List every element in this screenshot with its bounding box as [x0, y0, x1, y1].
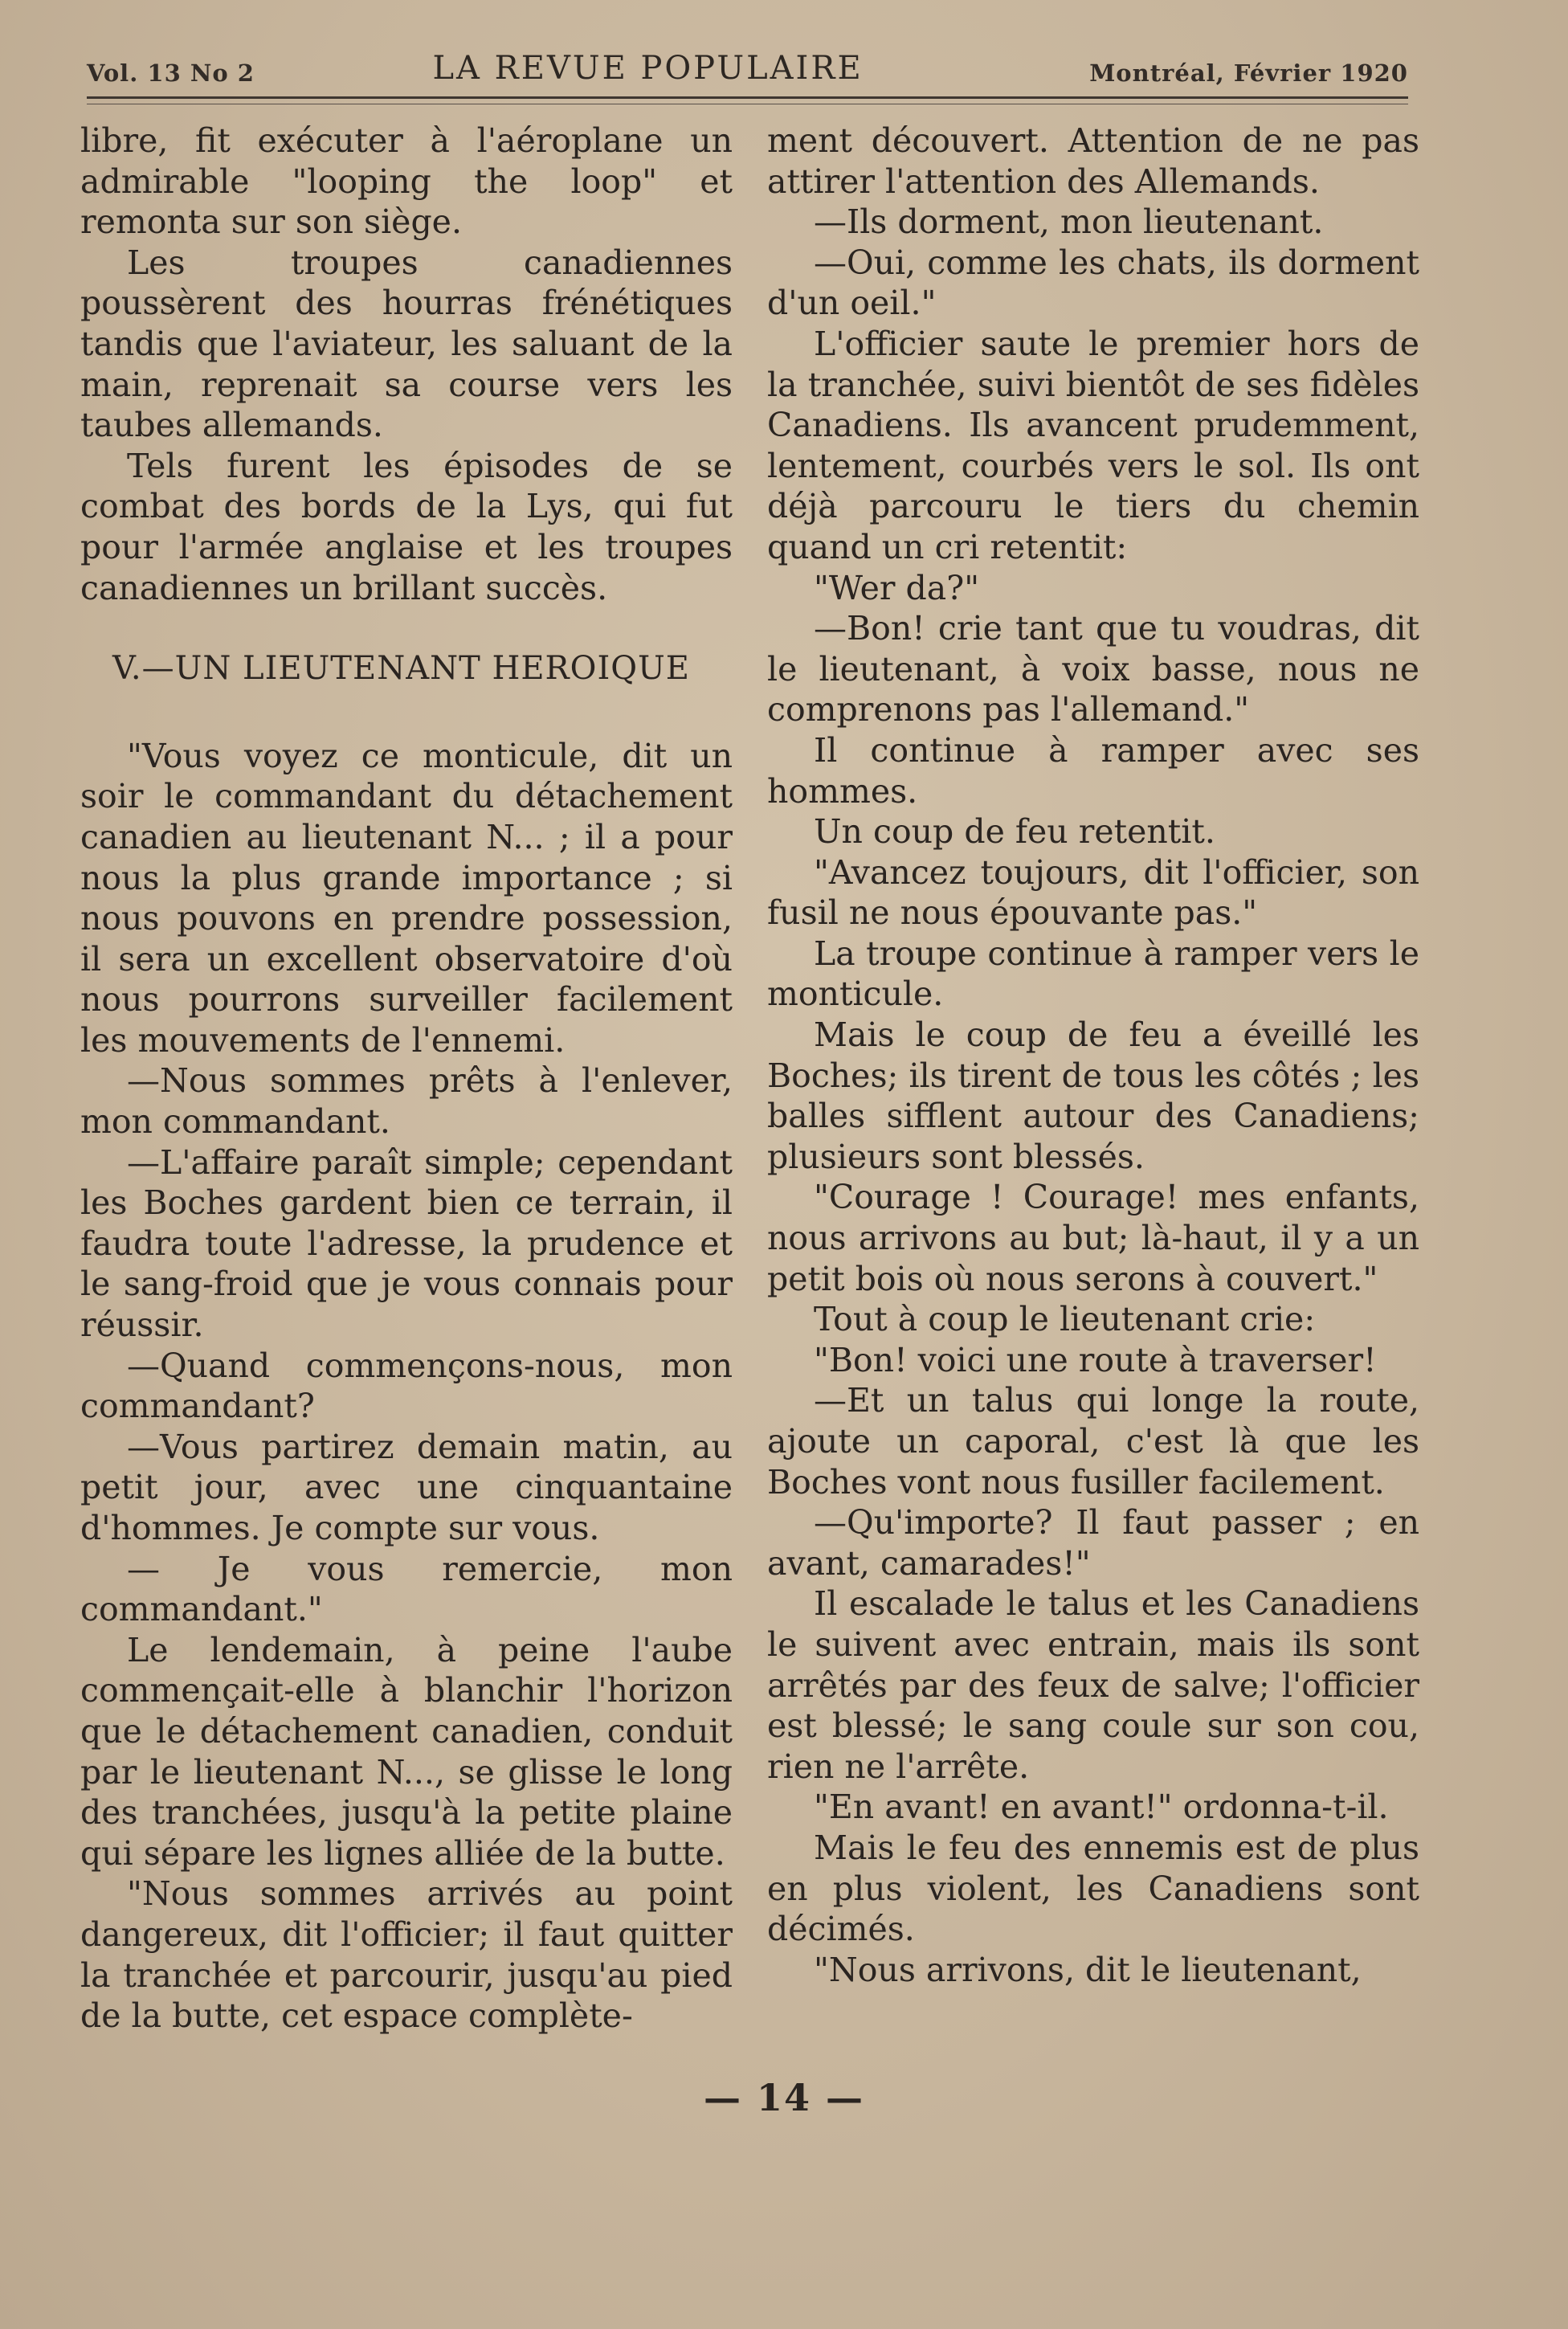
paragraph: "Vous voyez ce monticule, dit un soir le commandant du détachement canadien au lieutenant N... ; il a pour nous la plus grande importance ; si nous pouvons en prendre possession, il sera un excellent observatoire d'où nous pourrons surveiller facilement les mouvements de l'ennemi.	[80, 736, 733, 1060]
paragraph: —Qu'importe? Il faut passer ; en avant, camarades!"	[767, 1503, 1419, 1583]
paragraph: —Ils dorment, mon lieutenant.	[814, 202, 1324, 242]
paragraph: "Courage ! Courage! mes enfants, nous arrivons au but; là-haut, il y a un petit bois où nous serons à couvert."	[767, 1178, 1419, 1298]
paragraph: "Bon! voici une route à traverser!	[814, 1340, 1377, 1379]
paragraph: "Nous sommes arrivés au point dangereux, dit l'officier; il faut quitter la tranchée et parcourir, jusqu'au pied de la butte, cet espace complète-	[80, 1874, 733, 2036]
paragraph: Le lendemain, à peine l'aube commençait-elle à blanchir l'horizon que le détachement canadien, conduit par le lieutenant N..., se glisse le long des tranchées, jusqu'à la petite plaine qui sépare les lignes alliée de la butte.	[80, 1630, 733, 1873]
paragraph: —Oui, comme les chats, ils dorment d'un oeil."	[767, 243, 1419, 323]
paragraph: —Quand commençons-nous, mon commandant?	[80, 1346, 733, 1426]
paragraph: Mais le feu des ennemis est de plus en plus violent, les Canadiens sont décimés.	[767, 1828, 1419, 1949]
paragraph: libre, fit exécuter à l'aéroplane un admirable "looping the loop" et remonta sur son siège.	[80, 121, 733, 242]
paragraph: "En avant! en avant!" ordonna-t-il.	[814, 1788, 1389, 1827]
left-column	[80, 121, 733, 2037]
issue-volume: Vol. 13 No 2	[87, 59, 255, 87]
paragraph: La troupe continue à ramper vers le monticule.	[767, 934, 1419, 1014]
paragraph: —Nous sommes prêts à l'enlever, mon commandant.	[80, 1061, 733, 1142]
paragraph: Mais le coup de feu a éveillé les Boches; ils tirent de tous les côtés ; les balles sifflent autour des Canadiens; plusieurs sont blessés.	[767, 1015, 1419, 1176]
paragraph: "Nous arrivons, dit le lieutenant,	[814, 1950, 1362, 1989]
issue-date: Montréal, Février 1920	[1089, 59, 1408, 87]
page-header	[87, 47, 1408, 87]
paragraph: "Wer da?"	[814, 568, 980, 607]
paragraph: Un coup de feu retentit.	[814, 812, 1215, 852]
paragraph: ment découvert. Attention de ne pas attirer l'attention des Allemands.	[767, 121, 1419, 201]
paragraph: —Et un talus qui longe la route, ajoute un caporal, c'est là que les Boches vont nous fusiller facilement.	[767, 1381, 1419, 1502]
paragraph: "Avancez toujours, dit l'officier, son fusil ne nous épouvante pas."	[767, 852, 1419, 933]
paragraph: — Je vous remercie, mon commandant."	[80, 1549, 733, 1629]
page-number: — 14 —	[703, 2076, 865, 2119]
paragraph: Les troupes canadiennes poussèrent des hourras frénétiques tandis que l'aviateur, les saluant de la main, reprenait sa course vers les taubes allemands.	[80, 243, 733, 445]
paragraph: —Vous partirez demain matin, au petit jour, avec une cinquantaine d'hommes. Je compte sur vous.	[80, 1427, 733, 1547]
paragraph: Tels furent les épisodes de se combat des bords de la Lys, qui fut pour l'armée anglaise et les troupes canadiennes un brillant succès.	[80, 446, 733, 607]
paragraph: Tout à coup le lieutenant crie:	[814, 1300, 1316, 1339]
paragraph: L'officier saute le premier hors de la tranchée, suivi bientôt de ses fidèles Canadiens. Ils avancent prudemment, lentement, courbés vers le sol. Ils ont déjà parcouru le tiers du chemin quand un cri retentit:	[767, 324, 1419, 566]
paragraph: —L'affaire paraît simple; cependant les Boches gardent bien ce terrain, il faudra toute l'adresse, la prudence et le sang-froid que je vous connais pour réussir.	[80, 1142, 733, 1345]
right-column	[767, 121, 1419, 1990]
paragraph: Il escalade le talus et les Canadiens le suivent avec entrain, mais ils sont arrêtés par des feux de salve; l'officier est blessé; le sang coule sur son cou, rien ne l'arrête.	[767, 1584, 1419, 1786]
paragraph: Il continue à ramper avec ses hommes.	[767, 730, 1419, 811]
header-rule	[87, 96, 1408, 99]
publication-title: LA REVUE POPULAIRE	[432, 50, 864, 87]
paragraph: —Bon! crie tant que tu voudras, dit le lieutenant, à voix basse, nous ne comprenons pas l'allemand."	[767, 609, 1419, 729]
section-heading: V.—UN LIEUTENANT HEROIQUE	[112, 650, 690, 688]
